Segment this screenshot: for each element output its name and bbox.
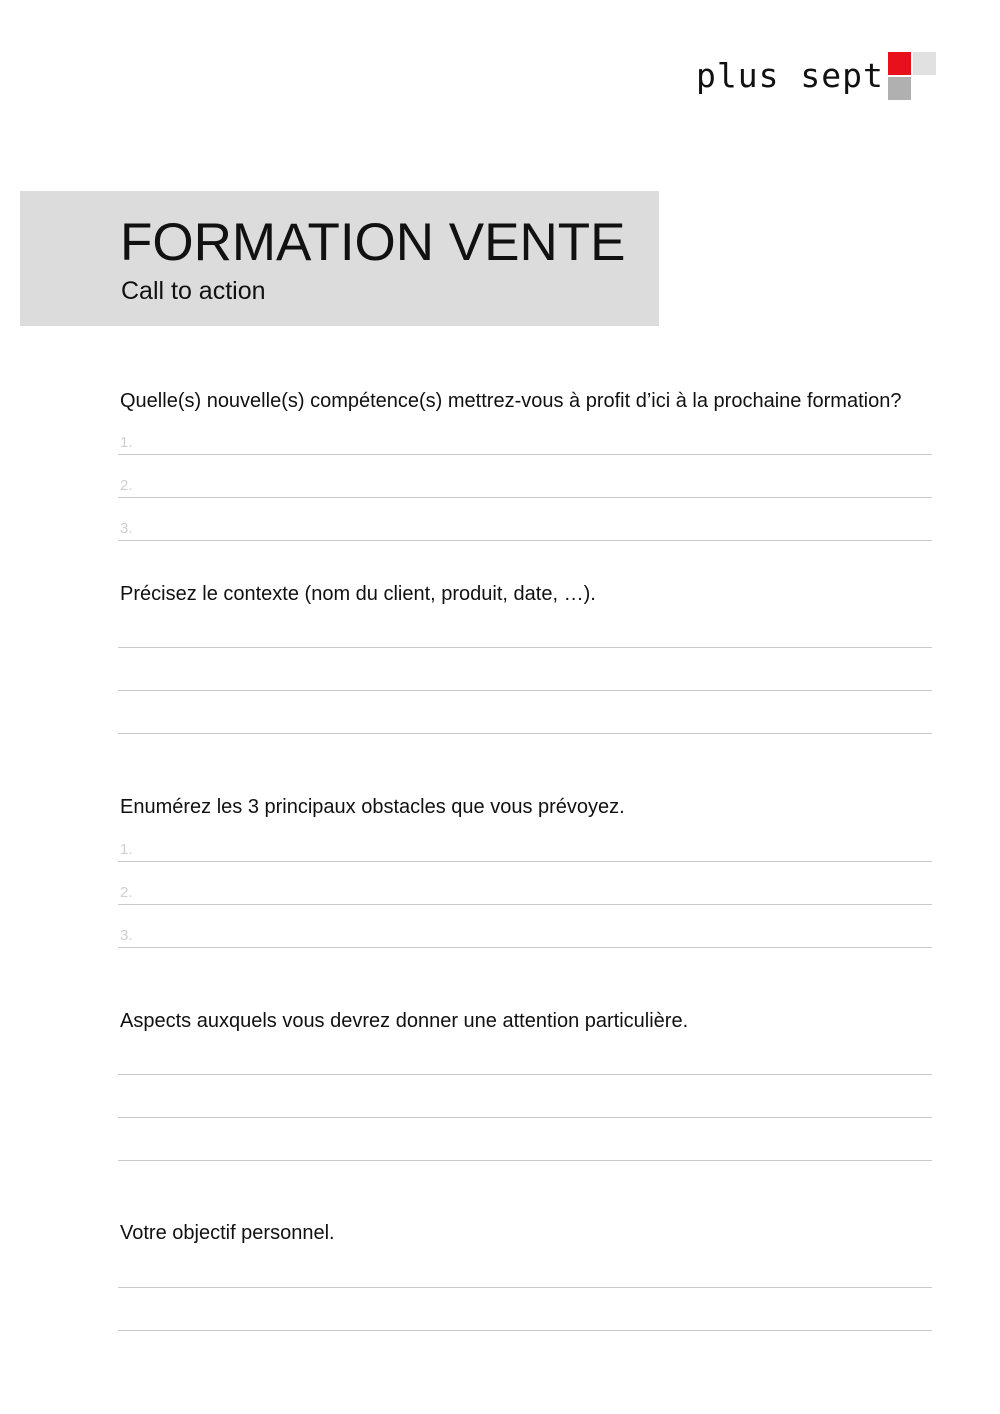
- question-context: Précisez le contexte (nom du client, produit, date, …).: [120, 583, 596, 605]
- question-attention-aspects: Aspects auxquels vous devrez donner une attention particulière.: [120, 1010, 689, 1032]
- answer-line[interactable]: [118, 861, 932, 862]
- line-number: 2.: [120, 477, 133, 494]
- answer-line[interactable]: [118, 540, 932, 541]
- question-obstacles: Enumérez les 3 principaux obstacles que vous prévoyez.: [120, 796, 625, 818]
- logo-light-square: [913, 52, 936, 75]
- answer-line[interactable]: [118, 1074, 932, 1075]
- answer-line[interactable]: [118, 1160, 932, 1161]
- logo-gray-square: [888, 77, 911, 100]
- page-subtitle: Call to action: [121, 277, 266, 305]
- answer-line[interactable]: [118, 454, 932, 455]
- logo-red-square: [888, 52, 911, 75]
- question-personal-goal: Votre objectif personnel.: [120, 1222, 335, 1244]
- answer-line[interactable]: [118, 947, 932, 948]
- logo-squares-icon: [888, 52, 936, 100]
- line-number: 1.: [120, 841, 133, 858]
- answer-line[interactable]: [118, 904, 932, 905]
- answer-line[interactable]: [118, 497, 932, 498]
- line-number: 1.: [120, 434, 133, 451]
- logo-wordmark: plus sept: [696, 56, 884, 95]
- title-banner: [20, 191, 659, 326]
- answer-line[interactable]: [118, 1287, 932, 1288]
- answer-line[interactable]: [118, 733, 932, 734]
- answer-line[interactable]: [118, 647, 932, 648]
- line-number: 3.: [120, 927, 133, 944]
- line-number: 2.: [120, 884, 133, 901]
- plussept-logo: [696, 52, 940, 102]
- question-new-skills: Quelle(s) nouvelle(s) compétence(s) mettrez-vous à profit d’ici à la prochaine formation?: [120, 390, 902, 412]
- answer-line[interactable]: [118, 1117, 932, 1118]
- answer-line[interactable]: [118, 690, 932, 691]
- line-number: 3.: [120, 520, 133, 537]
- page-title: FORMATION VENTE: [120, 213, 626, 272]
- answer-line[interactable]: [118, 1330, 932, 1331]
